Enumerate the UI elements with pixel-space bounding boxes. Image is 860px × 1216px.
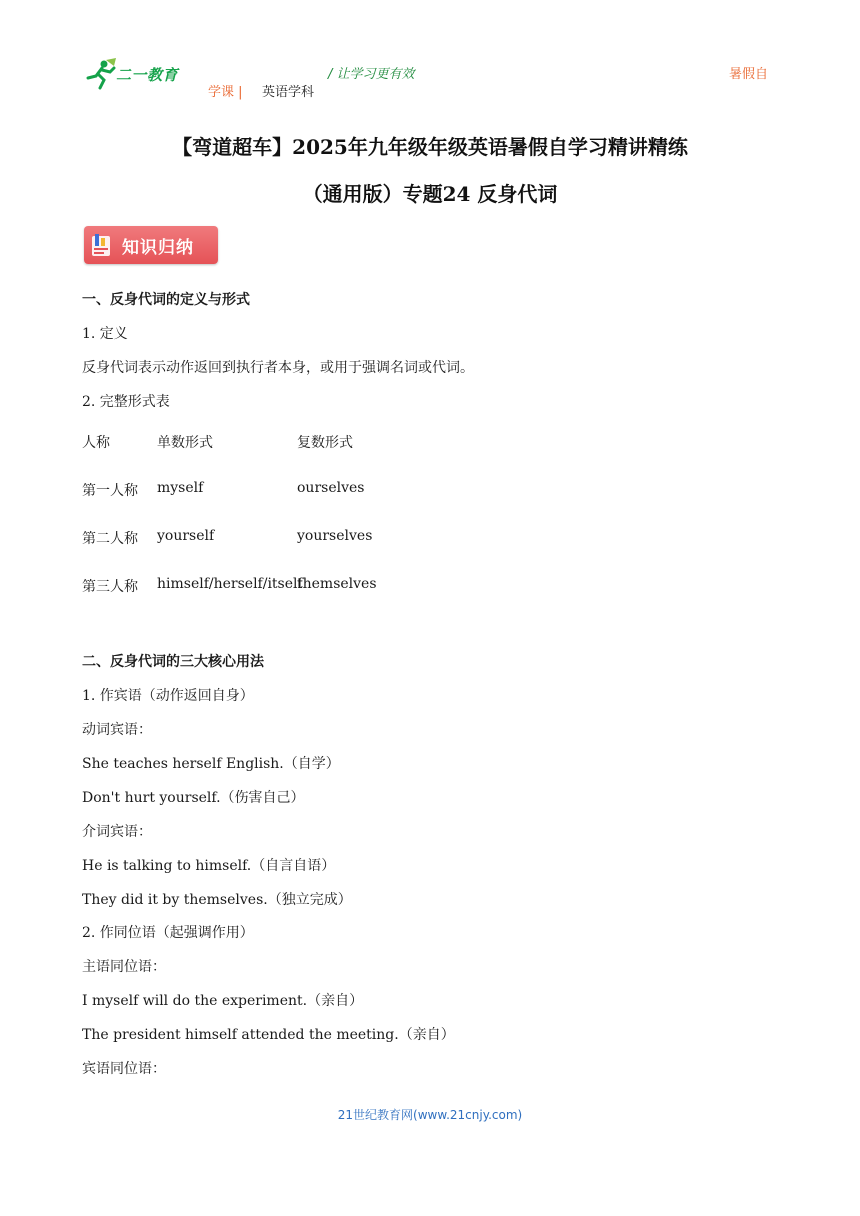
table-cell: myself bbox=[157, 480, 204, 496]
section2-line: 宾语同位语： bbox=[82, 1061, 166, 1077]
section2-line: The president himself attended the meeting.（亲自） bbox=[82, 1027, 455, 1043]
table-cell: ourselves bbox=[297, 480, 365, 496]
section2-heading: 二、反身代词的三大核心用法 bbox=[82, 654, 264, 670]
section2-line: They did it by themselves.（独立完成） bbox=[82, 892, 352, 908]
logo-text: 二一教育 bbox=[116, 66, 179, 84]
header-slogan: / 让学习更有效 bbox=[328, 67, 415, 82]
knowledge-badge bbox=[84, 226, 218, 264]
section1-item1: 1. 定义 bbox=[82, 326, 128, 342]
section2-line: I myself will do the experiment.（亲自） bbox=[82, 993, 364, 1009]
document-title-line1: 【弯道超车】2025年九年级年级英语暑假自学习精讲精练 bbox=[172, 135, 688, 159]
header-subject: 英语学科 bbox=[262, 85, 315, 100]
section2-line: 2. 作同位语（起强调作用） bbox=[82, 925, 254, 941]
header-brand-left: 学课 | bbox=[208, 85, 243, 100]
table-header-person: 人称 bbox=[82, 435, 110, 451]
section1-definition: 反身代词表示动作返回到执行者本身，或用于强调名词或代词。 bbox=[82, 360, 474, 376]
table-cell: 第二人称 bbox=[82, 531, 138, 547]
table-cell: yourselves bbox=[297, 528, 373, 544]
header-right-label: 暑假自 bbox=[729, 67, 769, 82]
section2-line: 介词宾语： bbox=[82, 824, 152, 840]
badge-label: 知识归纳 bbox=[122, 238, 194, 258]
section2-line: 主语同位语： bbox=[82, 959, 166, 975]
table-header-plural: 复数形式 bbox=[297, 435, 353, 451]
section2-line: Don't hurt yourself.（伤害自己） bbox=[82, 790, 305, 806]
section2-line: He is talking to himself.（自言自语） bbox=[82, 858, 336, 874]
table-header-singular: 单数形式 bbox=[157, 435, 213, 451]
section2-line: 1. 作宾语（动作返回自身） bbox=[82, 688, 254, 704]
runner-logo-icon bbox=[84, 58, 118, 90]
table-cell: yourself bbox=[157, 528, 215, 544]
table-cell: himself/herself/itself bbox=[157, 576, 303, 592]
table-cell: 第一人称 bbox=[82, 483, 138, 499]
book-icon bbox=[90, 232, 112, 258]
section2-line: She teaches herself English.（自学） bbox=[82, 756, 340, 772]
section2-line: 动词宾语： bbox=[82, 722, 152, 738]
document-title-line2: （通用版）专题24 反身代词 bbox=[302, 182, 558, 206]
section1-heading: 一、反身代词的定义与形式 bbox=[82, 292, 250, 308]
footer-link[interactable]: 21世纪教育网(www.21cnjy.com) bbox=[337, 1108, 523, 1122]
section1-item2: 2. 完整形式表 bbox=[82, 394, 170, 410]
table-cell: themselves bbox=[297, 576, 377, 592]
table-cell: 第三人称 bbox=[82, 579, 138, 595]
